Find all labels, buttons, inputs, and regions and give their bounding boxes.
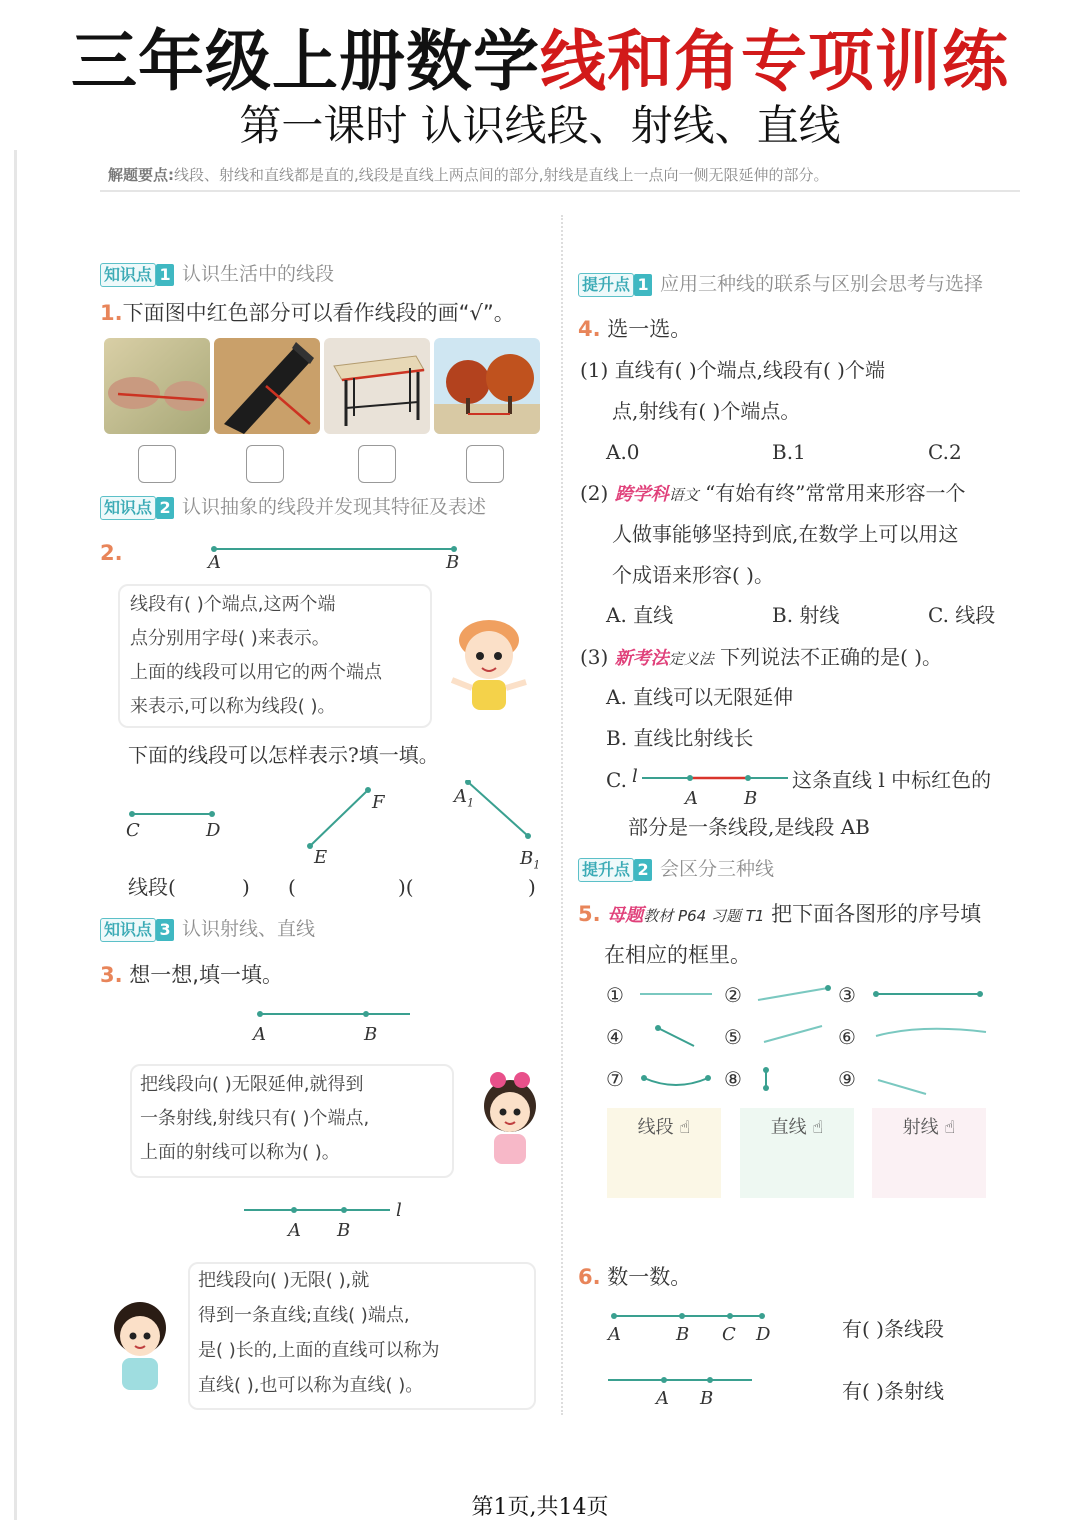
bin-segment[interactable] [607, 1108, 721, 1198]
rope-image [104, 338, 210, 434]
question-text: 数一数。 [607, 1265, 692, 1289]
answer-paren-end: ) [528, 875, 536, 899]
q6-label-a: A [608, 1324, 621, 1345]
label-c: C [126, 820, 140, 841]
bubble-line: 点分别用字母( )来表示。 [130, 628, 330, 649]
question-4 [578, 314, 691, 344]
question-number: 3. [100, 963, 123, 987]
q6-segment-figure [606, 1308, 776, 1324]
answer-paren-pair: )( [398, 875, 414, 899]
label-f: F [372, 792, 385, 813]
tp-tag: 提升点 [578, 273, 634, 297]
q4-part3-opt-b[interactable]: B. 直线比射线长 [606, 726, 754, 750]
bubble-line: 一条射线,射线只有( )个端点, [140, 1108, 370, 1129]
kp-num: 2 [156, 497, 174, 519]
q4-part1-opt-a[interactable]: A.0 [606, 440, 640, 464]
q4-part2-line1 [580, 478, 966, 510]
q4-part1-opt-c[interactable]: C.2 [928, 440, 962, 464]
question-text: 把下面各图形的序号填 [771, 902, 982, 926]
q4-line-figure [640, 770, 790, 786]
answer-segment-label: 线段( [128, 875, 176, 899]
hand-icon: ☝ [679, 1117, 691, 1138]
page-subtitle: 第一课时 认识线段、射线、直线 [239, 101, 841, 150]
q4-part3-line1 [580, 642, 942, 674]
kp-text: 认识抽象的线段并发现其特征及表述 [182, 496, 487, 518]
question-5-line2: 在相应的框里。 [604, 943, 751, 967]
q6-label-c: C [722, 1324, 736, 1345]
tp-text: 应用三种线的联系与区别会思考与选择 [660, 273, 984, 295]
photo-table [324, 338, 430, 434]
bubble-line: 上面的线段可以用它的两个端点 [130, 662, 382, 683]
label-a1 [454, 786, 474, 810]
q4-part2-line2: 人做事能够坚持到底,在数学上可以用这 [612, 522, 959, 546]
q4-part2-opt-a[interactable]: A. 直线 [606, 603, 674, 627]
q4-part3-opt-c-text1: 这条直线 l 中标红色的 [792, 768, 992, 792]
photo-bat [214, 338, 320, 434]
q4-part3-text: 下列说法不正确的是( )。 [720, 645, 943, 669]
girl-cartoon-icon [470, 1066, 550, 1176]
photo-rope [104, 338, 210, 434]
question-5 [578, 899, 981, 931]
kp-tag: 知识点 [100, 918, 156, 942]
new-method-badge: 新考法 [614, 648, 669, 669]
label-b1-sub: 1 [533, 858, 541, 872]
q4-part3-opt-c-text2: 部分是一条线段,是线段 AB [628, 815, 870, 839]
page-edge [14, 150, 17, 1520]
page-footer: 第1页,共14页 [471, 1495, 609, 1520]
line-label-l: l [396, 1200, 402, 1221]
q6-ray-label-b: B [700, 1388, 714, 1409]
kp-text: 认识生活中的线段 [182, 263, 335, 285]
tp-text: 会区分三种线 [660, 858, 775, 880]
question-2-prompt: 下面的线段可以怎样表示?填一填。 [128, 743, 439, 767]
tp-num: 2 [634, 859, 652, 881]
ray-label-b: B [364, 1024, 378, 1045]
ray-label-a: A [253, 1024, 266, 1045]
line-figure [240, 1202, 410, 1218]
trees-image [434, 338, 540, 434]
figure-label-8: ⑧ [724, 1067, 742, 1091]
figure-label-6: ⑥ [838, 1025, 856, 1049]
bubble-line: 来表示,可以称为线段( )。 [130, 696, 336, 717]
figure-label-5: ⑤ [724, 1025, 742, 1049]
girl2-cartoon-icon [100, 1294, 180, 1404]
line-label-a: A [288, 1220, 301, 1241]
q4-part3-prefix: (3) [580, 645, 609, 669]
q6-answer-2: 有( )条射线 [842, 1379, 944, 1403]
checkbox-rope[interactable] [138, 445, 176, 483]
boy-cartoon-icon [444, 610, 534, 720]
bubble-line: 线段有( )个端点,这两个端 [130, 594, 336, 615]
knowledge-point-1 [100, 260, 334, 288]
solving-tip [100, 160, 1020, 192]
hand-icon: ☝ [812, 1117, 824, 1138]
speech-bubble-segment [118, 584, 432, 728]
question-text: 想一想,填一填。 [129, 963, 283, 987]
q4-part1-opt-b[interactable]: B.1 [772, 440, 806, 464]
label-b: B [446, 552, 460, 573]
figure-label-9: ⑨ [838, 1067, 856, 1091]
label-a1-letter: A [454, 786, 467, 807]
ray-figure [250, 1006, 420, 1022]
checkbox-bat[interactable] [246, 445, 284, 483]
tp-tag: 提升点 [578, 858, 634, 882]
q4-part3-opt-a[interactable]: A. 直线可以无限延伸 [606, 685, 794, 709]
bubble-line: 得到一条直线;直线( )端点, [198, 1305, 410, 1326]
bubble-line: 是( )长的,上面的直线可以称为 [198, 1340, 440, 1361]
page-title [0, 22, 1080, 102]
table-image [324, 338, 430, 434]
bin-ray[interactable] [872, 1108, 986, 1198]
tip-text: 线段、射线和直线都是直的,线段是直线上两点间的部分,射线是直线上一点向一侧无限延伸的部分。 [174, 166, 829, 184]
question-number: 4. [578, 317, 601, 341]
figure-label-1: ① [606, 983, 624, 1007]
mother-question-badge: 母题 [607, 905, 644, 926]
label-a1-sub: 1 [467, 796, 474, 810]
line-figures [630, 976, 1000, 1106]
tp-num: 1 [634, 274, 652, 296]
q4-part1-line2: 点,射线有( )个端点。 [612, 399, 801, 423]
textbook-ref: 教材 P64 习题 T1 [643, 907, 765, 925]
q4-part2-text: “有始有终”常常用来形容一个 [705, 481, 966, 505]
question-text: 选一选。 [607, 317, 692, 341]
hand-icon: ☝ [944, 1117, 956, 1138]
label-d: D [206, 820, 221, 841]
label-b1-letter: B [520, 848, 534, 869]
q4-part2-prefix: (2) [580, 481, 609, 505]
figure-label-2: ② [724, 983, 742, 1007]
title-part1: 三年级上册数学 [71, 23, 540, 100]
speech-bubble-ray [130, 1064, 454, 1178]
cross-subject-sub: 语文 [668, 486, 699, 504]
bubble-line: 把线段向( )无限延伸,就得到 [140, 1074, 364, 1095]
q4-line-label-b: B [744, 788, 758, 809]
label-a: A [208, 552, 221, 573]
q6-ray-figure [606, 1372, 766, 1388]
q4-part2-opt-c[interactable]: C. 线段 [928, 603, 996, 627]
kp-tag: 知识点 [100, 263, 156, 287]
tip-label: 解题要点: [108, 166, 174, 184]
q4-part2-opt-b[interactable]: B. 射线 [772, 603, 840, 627]
bubble-line: 直线( ),也可以称为直线( )。 [198, 1375, 424, 1396]
q4-part2-line3: 个成语来形容( )。 [612, 563, 774, 587]
q6-label-d: D [756, 1324, 771, 1345]
knowledge-point-3 [100, 915, 315, 943]
q6-ray-label-a: A [656, 1388, 669, 1409]
label-b1 [520, 848, 540, 872]
answer-paren-open: ( [288, 875, 296, 899]
kp-text: 认识射线、直线 [182, 918, 316, 940]
kp-num: 3 [156, 919, 174, 941]
question-1 [100, 298, 515, 328]
cross-subject-badge: 跨学科 [614, 484, 669, 505]
speech-bubble-line [188, 1262, 536, 1410]
label-e: E [314, 847, 328, 868]
question-number: 1. [100, 301, 123, 325]
column-divider [561, 215, 563, 1415]
line-label-b: B [337, 1220, 351, 1241]
bat-image [214, 338, 320, 434]
kp-num: 1 [156, 264, 174, 286]
segment-ab [200, 540, 470, 560]
bin-label: 直线 [770, 1117, 807, 1138]
figure-label-7: ⑦ [606, 1067, 624, 1091]
photo-trees [434, 338, 540, 434]
q4-line-label-l: l [632, 766, 638, 787]
checkbox-trees[interactable] [466, 445, 504, 483]
bin-label: 线段 [637, 1117, 674, 1138]
question-number: 5. [578, 902, 601, 926]
q6-answer-1: 有( )条线段 [842, 1317, 944, 1341]
question-2-number [100, 538, 123, 568]
new-method-sub: 定义法 [668, 650, 714, 668]
bubble-line: 上面的射线可以称为( )。 [140, 1142, 340, 1163]
knowledge-point-2 [100, 493, 486, 521]
question-number: 2. [100, 541, 123, 565]
answer-paren-close: ) [242, 875, 250, 899]
improvement-point-2 [578, 855, 774, 883]
title-part2: 线和角专项训练 [540, 23, 1009, 100]
q6-label-b: B [676, 1324, 690, 1345]
kp-tag: 知识点 [100, 496, 156, 520]
question-text: 下面图中红色部分可以看作线段的画“√”。 [122, 301, 515, 325]
question-3 [100, 960, 283, 990]
question-number: 6. [578, 1265, 601, 1289]
checkbox-table[interactable] [358, 445, 396, 483]
improvement-point-1 [578, 270, 983, 298]
figure-label-3: ③ [838, 983, 856, 1007]
question-6 [578, 1262, 691, 1292]
segments-figure [120, 780, 550, 860]
q4-part1-line1: (1) 直线有( )个端点,线段有( )个端 [580, 358, 885, 382]
bubble-line: 把线段向( )无限( ),就 [198, 1270, 370, 1291]
bin-label: 射线 [902, 1117, 939, 1138]
figure-label-4: ④ [606, 1025, 624, 1049]
bin-line[interactable] [740, 1108, 854, 1198]
q4-line-label-a: A [685, 788, 698, 809]
q4-part3-opt-c-prefix[interactable]: C. [606, 768, 627, 792]
